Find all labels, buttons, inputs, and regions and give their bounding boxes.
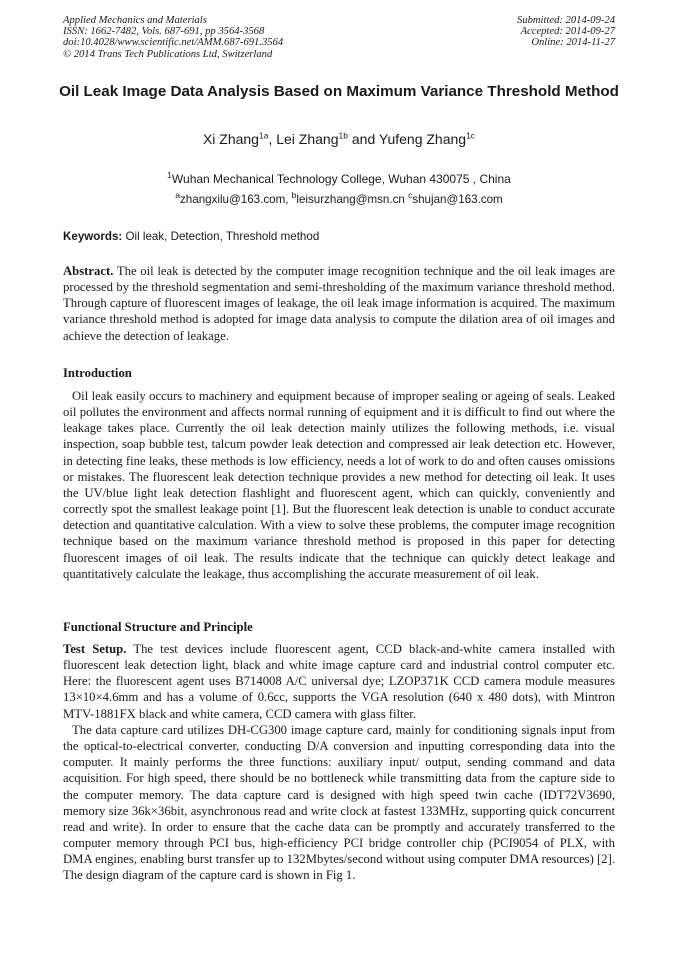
paper-title: Oil Leak Image Data Analysis Based on Maximum Variance Threshold Method [59, 83, 619, 100]
submission-dates [517, 15, 615, 49]
introduction-paragraph: Oil leak easily occurs to machinery and equipment because of improper sealing or ageing of seals. Leaked oil pollutes the environment and affects normal running of equipment and it is difficult to find out where the leakage takes place. Currently the oil leak detection mainly utilizes the following methods, i.e. visual inspection, soap bubble test, talcum powder leak detection and compressed air leak detection etc. However, in detecting fine leaks, these methods is low efficiency, needs a lot of work to do and often causes omissions or mistakes. The fluorescent leak detection technique provides a new method for detecting oil leak. It uses the UV/blue light leak detection flashlight and fluorescent agent, which can quickly, conveniently and correctly spot the smallest leakage point [1]. But the fluorescent leak detection is unable to conduct accurate detection and quantitative calculation. With a view to solve these problems, the computer image recognition technique based on the maximum variance threshold method is proposed in this paper for detecting fluorescent images of oil leak. The results indicate that the technique can quickly detect leakage and quantitatively calculate the leakage, thus accomplishing the accurate measurement of oil leak. [63, 389, 615, 581]
test-setup-paragraph [63, 641, 615, 722]
email-text: shujan@163.com [412, 193, 503, 206]
abstract-label: Abstract. [63, 264, 114, 278]
journal-doi: doi:10.4028/www.scientific.net/AMM.687-691.3564 [63, 37, 284, 49]
author-superscript: 1a [258, 130, 269, 141]
author-name: Yufeng Zhang [378, 131, 467, 147]
test-setup-label: Test Setup. [63, 642, 127, 656]
email-text: zhangxilu@163.com, [180, 193, 292, 206]
journal-copyright: © 2014 Trans Tech Publications Ltd, Switzerland [63, 48, 273, 60]
affiliation [40, 172, 638, 186]
functional-heading: Functional Structure and Principle [63, 620, 253, 634]
journal-issn: ISSN: 1662-7482, Vols. 687-691, pp 3564-3568 [63, 26, 265, 38]
affiliation-superscript: 1 [167, 170, 172, 180]
author-superscript: 1b [338, 130, 348, 141]
keywords [63, 230, 615, 243]
author-name: Lei Zhang [276, 131, 339, 147]
capture-card-paragraph: The data capture card utilizes DH-CG300 image capture card, mainly for conditioning signals input from the optical-to-electrical converter, conducting D/A conversion and inputting corresponding data into the computer. It mainly performs the three functions: auxiliary input/ output, sending command and data acquisition. For high speed, there should be no bottleneck while transmitting data from the capture side to the computer memory. The data capture card is designed with high speed twin cache (IDT72V3690, memory size 36k×36bit, asynchronous read and write clock at fastest 133MHz, supporting quick concurrent read and write). In order to ensure that the cache data can be promptly and accurately transferred to the computer memory through PCI bus, high-efficiency PCI bridge controller chip (PCI9054 of PLX, with DMA engines, enabling burst transfer up to 132Mbytes/second without using computer DMA resources) [2]. The design diagram of the capture card is shown in Fig 1. [63, 723, 615, 883]
author-separator: , [268, 131, 277, 147]
submitted-date: Submitted: 2014-09-24 [517, 15, 615, 26]
affiliation-text: Wuhan Mechanical Technology College, Wuhan 430075 , China [171, 172, 511, 186]
email-text: leisurzhang@msn.cn [296, 193, 409, 206]
author-list [40, 131, 638, 147]
keywords-text: Oil leak, Detection, Threshold method [122, 230, 320, 243]
journal-info [63, 15, 283, 60]
accepted-date: Accepted: 2014-09-27 [520, 26, 615, 38]
abstract-text: The oil leak is detected by the computer image recognition technique and the oil leak images are processed by the threshold segmentation and semi-thresholding of the maximum variance threshold method. Through capture of fluorescent images of leakage, the oil leak image information is acquired. The maximum variance threshold method is adopted for image data analysis to compute the dilation area of oil images and achieve the detection of leakage. [63, 264, 615, 343]
test-setup-text: The test devices include fluorescent agent, CCD black-and-white camera installed with fluorescent leak detection light, black and white image capture card and industrial control computer etc. Here: the fluorescent agent uses B714008 A/C universal dye; LZOP371K CCD camera module measures 13×10×4.6mm and has a volume of 0.6cc, supports the VGA resolution (640 x 480 dots), with Mintron MTV-1881FX black and white camera, CCD camera with glass filter. [63, 642, 615, 721]
email-superscript: c [408, 190, 413, 201]
introduction-heading: Introduction [63, 366, 132, 380]
author-emails [40, 190, 638, 206]
author-superscript: 1c [466, 130, 476, 141]
journal-name: Applied Mechanics and Materials [63, 15, 207, 26]
author-separator: and [347, 131, 379, 147]
author-name: Xi Zhang [202, 131, 259, 147]
keywords-label: Keywords: [63, 230, 123, 243]
online-date: Online: 2014-11-27 [531, 37, 615, 49]
email-superscript: a [175, 190, 180, 201]
email-superscript: b [291, 190, 297, 201]
abstract-paragraph [63, 263, 615, 344]
